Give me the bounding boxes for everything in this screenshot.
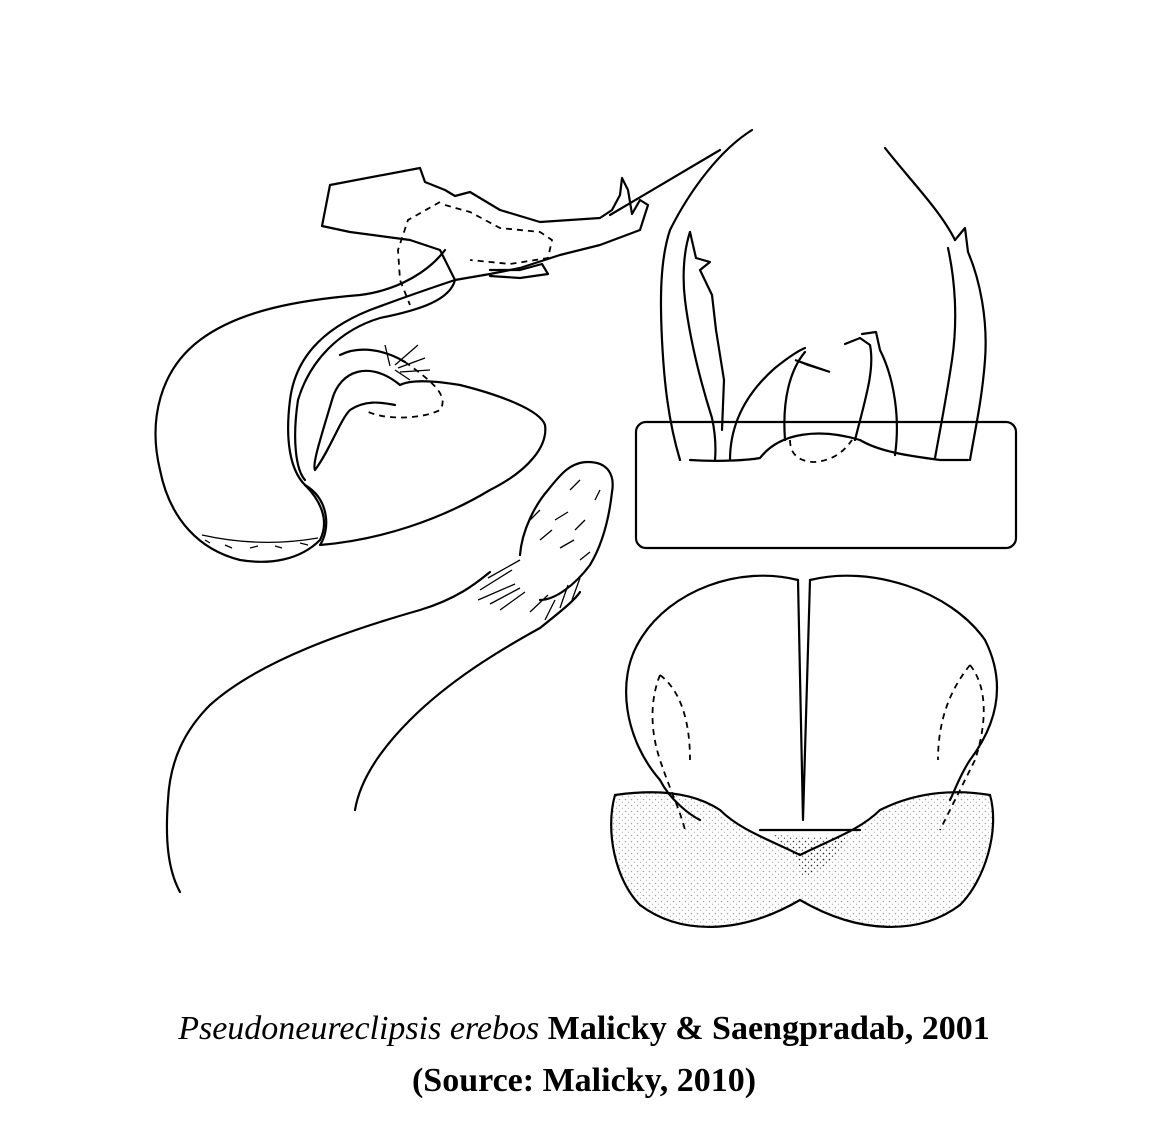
figure-caption [0,1010,1168,1048]
phallus [167,462,613,892]
ventral-view [611,576,997,927]
dorsal-view [610,130,1016,548]
species-authority: Malicky & Saengpradab, 2001 [547,1010,990,1047]
species-name: Pseudoneureclipsis erebos [178,1010,540,1047]
lateral-view [156,168,648,562]
figure-source: (Source: Malicky, 2010) [411,1062,757,1099]
